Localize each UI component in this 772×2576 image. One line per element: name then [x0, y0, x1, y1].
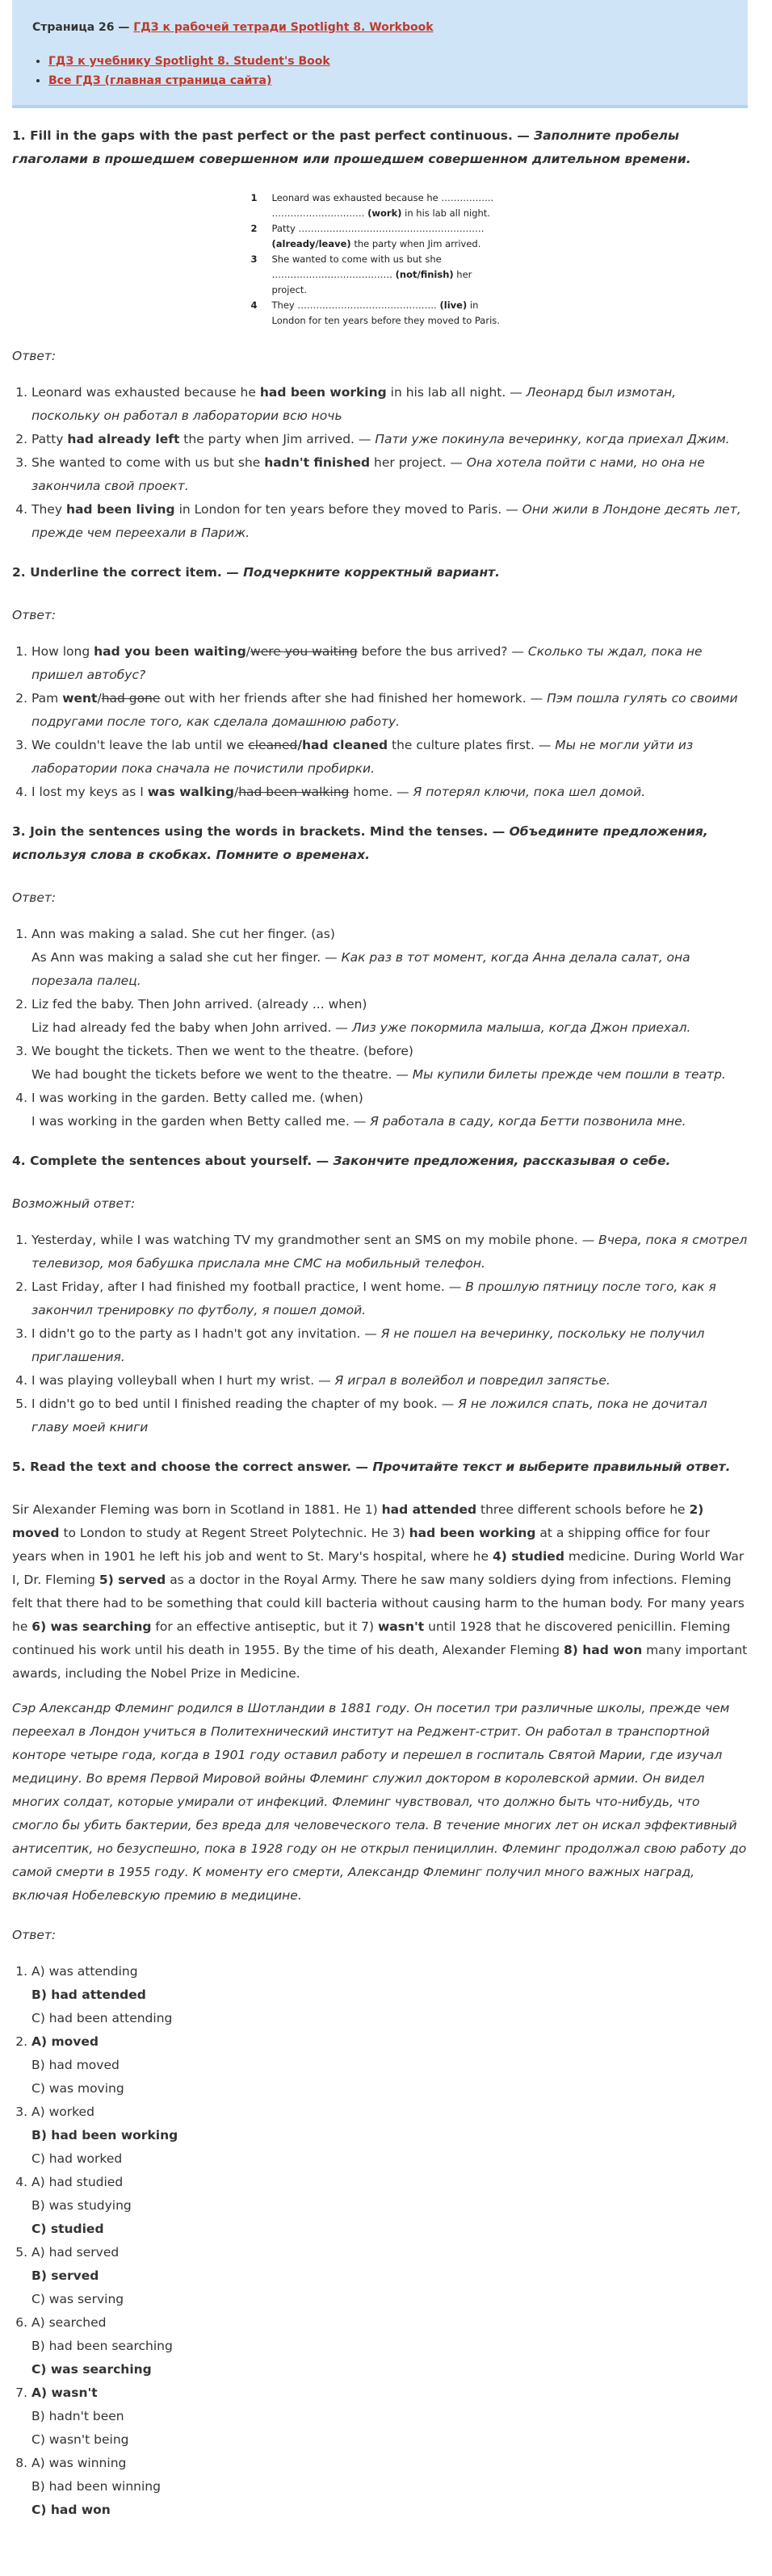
option: 1. A) was attending — [31, 1964, 138, 1979]
answer-text: in London for ten years before they moved to Paris. — — [174, 502, 522, 517]
answer-text: I was working in the garden when Betty called me. — — [31, 1114, 371, 1129]
figure-row — [251, 191, 510, 221]
correct-option: C) studied — [31, 2222, 104, 2236]
wrong-item: had gone — [101, 691, 161, 706]
text-answer: 5) served — [99, 1573, 166, 1587]
question-text: 3. We bought the tickets. Then we went to the theatre. (before) — [31, 1044, 413, 1058]
option: C) was moving — [31, 2081, 124, 2096]
answer-text: Yesterday, while I was watching TV my grandmother sent an SMS on my mobile phone. — — [31, 1233, 599, 1247]
task1-figure — [251, 191, 510, 329]
answer-text: She wanted to come with us but she — [31, 455, 265, 470]
option: 6. A) searched — [31, 2315, 107, 2330]
figure-text — [272, 221, 510, 252]
answer-verb: had been living — [65, 502, 175, 517]
figure-row — [251, 252, 510, 298]
answer-translation: Я потерял ключи, пока шел домой. — [413, 785, 646, 799]
list-item — [31, 734, 748, 781]
figure-text-part: They ……………………………………… — [271, 299, 440, 311]
answer-translation: Лиз уже покормила малыша, когда Джон приехал. — [351, 1020, 691, 1035]
nav-title-line — [32, 18, 728, 37]
answer-line — [31, 1110, 748, 1133]
slash: / — [245, 644, 251, 659]
task1-heading-en: 1. Fill in the gaps with the past perfect or the past perfect continuous. — — [12, 128, 535, 143]
figure-number: 3 — [250, 253, 258, 265]
text-answer: 4) studied — [492, 1549, 564, 1564]
figure-row — [251, 221, 510, 252]
figure-verb: (work) — [367, 207, 402, 219]
answer-translation: В прошлую пятницу после того, как я закончил тренировку по футболу, я пошел домой. — [31, 1280, 716, 1317]
task5-heading — [12, 1456, 748, 1479]
figure-text — [272, 191, 510, 221]
answer-text: home. — — [349, 785, 413, 799]
answer-verb: had already left — [67, 432, 180, 446]
list-item — [31, 1087, 748, 1133]
text-answer: 8) had won — [563, 1643, 643, 1657]
option: B) hadn't been — [31, 2409, 124, 2423]
figure-text-part: in London for ten years before they moved to Paris. — [271, 299, 500, 326]
answer-text: We couldn't leave the lab until we — [31, 738, 249, 752]
answer-translation: Сколько ты ждал, пока не пришел автобус? — [31, 644, 703, 682]
task1-heading — [12, 124, 748, 171]
page-title: Страница 26 — — [32, 21, 134, 34]
task2-answers — [12, 640, 748, 804]
answer-text: As Ann was making a salad she cut her finger. — — [31, 950, 342, 965]
text-part: to London to study at Regent Street Polytechnic. He 3) — [59, 1526, 409, 1540]
answer-label: Ответ: — [12, 608, 57, 622]
answer-verb: had been working — [259, 385, 387, 400]
answer-text: Last Friday, after I had finished my football practice, I went home. — — [31, 1280, 466, 1294]
answer-line — [31, 946, 748, 993]
task1-answers — [12, 381, 748, 545]
task5-heading-en: 5. Read the text and choose the correct answer. — — [12, 1460, 373, 1474]
list-item — [31, 1960, 748, 2030]
figure-text-part: her project. — [271, 269, 472, 295]
answer-text: How long — [31, 644, 94, 659]
option: B) had been winning — [31, 2479, 161, 2494]
answer-text: Patty — [31, 432, 68, 446]
task3-heading-en: 3. Join the sentences using the words in brackets. Mind the tenses. — — [12, 824, 510, 839]
text-part: three different schools before he — [476, 1502, 690, 1517]
question-text: 4. I was working in the garden. Betty called me. (when) — [31, 1091, 363, 1105]
list-item — [31, 1040, 748, 1087]
answer-text: the culture plates first. — — [388, 738, 556, 752]
correct-option: B) served — [31, 2268, 99, 2283]
answer-text: Liz had already fed the baby when John arrived. — — [31, 1020, 352, 1035]
answer-text: I was playing volleyball when I hurt my wrist. — — [31, 1373, 335, 1388]
task4-heading-ru: Закончите предложения, рассказывая о себе. — [333, 1154, 671, 1168]
list-item — [31, 1369, 748, 1393]
list-item — [31, 1275, 748, 1322]
answer-translation: Я не ложился спать, пока не дочитал главу моей книги — [31, 1397, 707, 1435]
figure-verb: (live) — [439, 299, 468, 311]
figure-text-part: She wanted to come with us but she ………… — [271, 253, 442, 280]
text-part: Sir Alexander Fleming was born in Scotland in 1881. He 1) — [12, 1502, 382, 1517]
answer-label: Ответ: — [12, 890, 57, 905]
workbook-link[interactable]: ГДЗ к рабочей тетради Spotlight 8. Workbook — [133, 21, 434, 34]
home-link[interactable]: Все ГДЗ (главная страница сайта) — [48, 74, 272, 87]
figure-verb: (not/finish) — [395, 269, 454, 280]
list-item — [31, 428, 748, 451]
answer-label: Ответ: — [12, 349, 57, 363]
task3-heading-ru: Объедините предложения, используя слова в скобках. Помните о временах. — [12, 824, 708, 862]
text-answer: 6) was searching — [31, 1619, 152, 1634]
list-item — [31, 498, 748, 545]
list-item — [31, 451, 748, 498]
answer-translation: Как раз в тот момент, когда Анна делала салат, она порезала палец. — [31, 950, 690, 988]
nav-links — [32, 52, 728, 90]
list-item — [31, 781, 748, 804]
task2-heading-en: 2. Underline the correct item. — — [12, 565, 244, 580]
figure-number: 4 — [250, 299, 258, 311]
answer-translation: Леонард был измотан, поскольку он работал в лаборатории всю ночь — [31, 385, 677, 423]
nav-box — [12, 0, 748, 108]
answer-translation: Я работала в саду, когда Бетти позвонила мне. — [370, 1114, 686, 1129]
answer-line — [31, 1063, 748, 1087]
figure-text-part: Patty …………………………………………………… — [271, 223, 485, 234]
figure-row — [251, 298, 510, 329]
possible-answer-label: Возможный ответ: — [12, 1196, 136, 1211]
list-item — [31, 2241, 748, 2311]
answer-translation: Пэм пошла гулять со своими подругами после того, как сделала домашнюю работу. — [31, 691, 738, 729]
correct-option: C) had won — [31, 2503, 111, 2517]
option: C) had been attending — [31, 2011, 173, 2025]
correct-item: had you been waiting — [94, 644, 246, 659]
correct-item: was walking — [147, 785, 234, 799]
text-part: at a shipping office for four years when in 1901 he left his job and went to St. Mary's hospital, where he — [12, 1526, 710, 1564]
correct-option: B) had been working — [31, 2128, 178, 2142]
answer-text: the party when Jim arrived. — — [179, 432, 376, 446]
answer-translation: Мы не могли уйти из лаборатории пока сначала не почистили пробирки. — [31, 738, 694, 776]
correct-option: C) was searching — [31, 2362, 152, 2377]
answer-text: I lost my keys as I — [31, 785, 148, 799]
list-item — [31, 2381, 748, 2452]
figure-text-part: ………………………… — [271, 207, 368, 219]
answer-translation: Пати уже покинула вечеринку, когда приехал Джим. — [375, 432, 730, 446]
task4-answers — [12, 1229, 748, 1439]
list-item — [31, 1322, 748, 1369]
list-item — [31, 2171, 748, 2241]
list-item — [31, 381, 748, 428]
answer-line — [31, 1016, 748, 1040]
text-part: for an effective antiseptic, but it 7) — [151, 1619, 378, 1634]
option: 4. A) had studied — [31, 2175, 124, 2189]
task2-heading — [12, 561, 748, 584]
text-part: as a doctor in the Royal Army. There he saw many soldiers dying from infections. Fleming felt that there had to be something that could kill bacteria without causing harm to the human body. For many years he — [12, 1573, 745, 1634]
option: B) was studying — [31, 2198, 132, 2213]
list-item — [31, 2311, 748, 2381]
figure-number: 2 — [250, 223, 258, 234]
list-item — [31, 2452, 748, 2522]
answer-translation: Она хотела пойти с нами, но она не закончила свой проект. — [31, 455, 705, 493]
wrong-item: cleaned — [248, 738, 298, 752]
slash: / — [233, 785, 239, 799]
figure-text-part: in his lab all night. — [401, 207, 490, 219]
option: C) was serving — [31, 2292, 124, 2306]
text-answer: wasn't — [377, 1619, 425, 1634]
answer-translation: Мы купили билеты прежде чем пошли в театр. — [412, 1067, 726, 1082]
text-answer: had been working — [409, 1526, 536, 1540]
option: C) had worked — [31, 2151, 123, 2166]
answer-text: her project. — — [370, 455, 467, 470]
figure-text-part: Leonard was exhausted because he …………….. — [271, 192, 494, 203]
answer-text: Pam — [31, 691, 63, 706]
task4-heading-en: 4. Complete the sentences about yourself. — — [12, 1154, 334, 1168]
answer-text: out with her friends after she had finished her homework. — — [160, 691, 548, 706]
figure-text-part: the party when Jim arrived. — [350, 238, 481, 249]
answer-translation: Вчера, пока я смотрел телевизор, моя бабушка прислала мне СМС на мобильный телефон. — [31, 1233, 748, 1271]
correct-option: 7. A) wasn't — [31, 2385, 98, 2400]
answer-translation: Я играл в волейбол и повредил запястье. — [334, 1373, 610, 1388]
option: C) wasn't being — [31, 2432, 129, 2447]
answer-text: They — [31, 502, 66, 517]
task5-text-en — [12, 1498, 748, 1686]
answer-label: Ответ: — [12, 1928, 57, 1942]
answer-translation: Я не пошел на вечеринку, поскольку не получил приглашения. — [31, 1326, 705, 1364]
task2-heading-ru: Подчеркните корректный вариант. — [243, 565, 501, 580]
text-part: many important awards, including the Nobel Prize in Medicine. — [12, 1643, 748, 1681]
option: 8. A) was winning — [31, 2456, 127, 2470]
content — [0, 124, 772, 2522]
list-item — [31, 687, 748, 734]
figure-text — [272, 252, 510, 298]
list-item — [31, 640, 748, 687]
list-item — [31, 923, 748, 993]
task3-heading — [12, 820, 748, 867]
list-item — [31, 993, 748, 1040]
answer-text: I didn't go to the party as I hadn't got any invitation. — — [31, 1326, 381, 1341]
correct-item: /had cleaned — [297, 738, 388, 752]
slash: / — [97, 691, 102, 706]
question-text: 1. Ann was making a salad. She cut her finger. (as) — [31, 927, 335, 941]
text-part: until 1928 that he discovered penicillin. Fleming continued his work until his death in 1955. By the time of his death, Alexander Fleming — [12, 1619, 731, 1657]
list-item — [31, 1229, 748, 1275]
task3-answers — [12, 923, 748, 1133]
nav-link-item — [48, 52, 728, 71]
answer-verb: hadn't finished — [264, 455, 371, 470]
figure-verb: (already/leave) — [271, 238, 351, 249]
task5-answers — [12, 1960, 748, 2522]
figure-number: 1 — [250, 192, 258, 203]
answer-text: We had bought the tickets before we went to the theatre. — — [31, 1067, 413, 1082]
answer-text: in his lab all night. — — [386, 385, 527, 400]
answer-text: before the bus arrived? — — [357, 644, 528, 659]
figure-text-part: ……………………… — [308, 269, 396, 280]
task4-heading — [12, 1150, 748, 1173]
task1-heading-ru: Заполните пробелы глаголами в прошедшем совершенном или прошедшем совершенном длительном времени. — [12, 128, 691, 166]
wrong-item: had been walking — [238, 785, 350, 799]
correct-option: 2. A) moved — [31, 2034, 99, 2049]
text-answer: 2) moved — [12, 1502, 704, 1540]
option: 3. A) worked — [31, 2105, 94, 2119]
correct-item: went — [62, 691, 98, 706]
nav-link-item — [48, 71, 728, 90]
figure-text — [272, 298, 510, 329]
correct-option: B) had attended — [31, 1987, 146, 2002]
students-book-link[interactable]: ГДЗ к учебнику Spotlight 8. Student's Book — [48, 55, 330, 68]
question-text: 2. Liz fed the baby. Then John arrived. (already ... when) — [31, 997, 367, 1012]
option: B) had been searching — [31, 2339, 173, 2353]
list-item — [31, 2101, 748, 2171]
text-part: medicine. During World War I, Dr. Fleming — [12, 1549, 745, 1587]
option: B) had moved — [31, 2058, 120, 2072]
answer-translation: Они жили в Лондоне десять лет, прежде чем переехали в Париж. — [31, 502, 741, 540]
answer-text: Leonard was exhausted because he — [31, 385, 260, 400]
answer-text: I didn't go to bed until I finished reading the chapter of my book. — — [31, 1397, 459, 1411]
list-item — [31, 1393, 748, 1439]
task5-text-ru: Сэр Александр Флеминг родился в Шотландии в 1881 году. Он посетил три различные школы, прежде чем переехал в Лондон учиться в Политехнический институт на Реджент-стрит. Он работал в транспортной конторе четыре года, когда в 1901 году оставил работу и перешел в госпиталь Святой Марии, где изучал медицину. Во время Первой Мировой войны Флеминг служил доктором в королевской армии. Он видел многих солдат, которые умирали от инфекций. Флеминг чувствовал, что должно быть что-нибудь, что смогло бы убить бактерии, без вреда для человеческого тела. В течение многих лет он искал эффективный антисептик, но безуспешно, пока в 1928 году он не открыл пенициллин. Флеминг продолжал свою работу до самой смерти в 1955 году. К моменту его смерти, Александр Флеминг получил много важных наград, включая Нобелевскую премию в медицине. — [12, 1701, 747, 1903]
text-answer: had attended — [381, 1502, 477, 1517]
option: 5. A) had served — [31, 2245, 120, 2260]
list-item — [31, 2030, 748, 2101]
wrong-item: were you waiting — [250, 644, 358, 659]
task5-heading-ru: Прочитайте текст и выберите правильный ответ. — [372, 1460, 731, 1474]
